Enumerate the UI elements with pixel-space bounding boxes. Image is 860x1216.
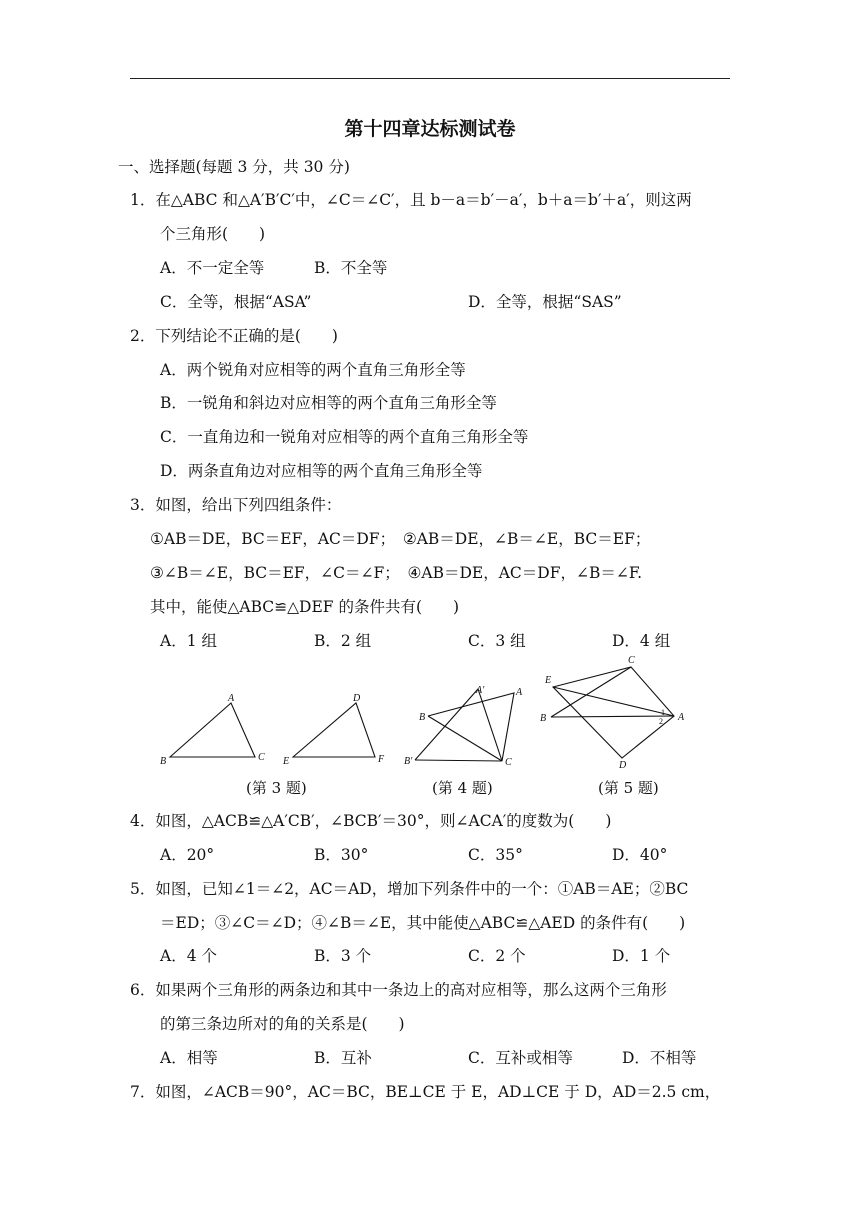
q3-stem-line4: 其中，能使△ABC≌△DEF 的条件共有( ) (150, 598, 460, 616)
caption-q5: (第 5 题) (598, 779, 659, 797)
q6-option-c: C．互补或相等 (468, 1049, 573, 1067)
q5-option-b: B．3 个 (314, 947, 372, 965)
q3-stem-line2: ①AB＝DE，BC＝EF，AC＝DF； ②AB＝DE，∠B＝∠E，BC＝EF； (150, 530, 651, 548)
q6-option-d: D．不相等 (622, 1049, 697, 1067)
label-angle-1: 1 (661, 708, 665, 717)
q1-option-d: D．全等，根据“SAS” (468, 293, 622, 311)
fig5-segment-bc (551, 667, 631, 717)
section-heading: 一、选择题(每题 3 分，共 30 分) (118, 158, 350, 176)
q3-stem-line3: ③∠B＝∠E，BC＝EF，∠C＝∠F； ④AB＝DE，AC＝DF，∠B＝∠F. (150, 564, 643, 582)
label-f: F (378, 754, 385, 765)
q2-option-a: A．两个锐角对应相等的两个直角三角形全等 (160, 361, 466, 379)
label-c: C (628, 655, 635, 666)
top-rule (130, 78, 730, 79)
triangle-def (293, 703, 375, 757)
triangle-abc (170, 703, 255, 757)
figure-q4 (400, 678, 535, 773)
q3-option-b: B．2 组 (314, 632, 372, 650)
label-e: E (545, 675, 552, 686)
q4-option-c: C．35° (468, 846, 523, 864)
page-title: 第十四章达标测试卷 (344, 118, 516, 140)
q6-option-b: B．互补 (314, 1049, 372, 1067)
label-a-prime: A′ (476, 685, 485, 696)
caption-q3: (第 3 题) (246, 779, 307, 797)
q6-stem-line1: 6．如果两个三角形的两条边和其中一条边上的高对应相等，那么这两个三角形 (130, 981, 667, 999)
q2-option-c: C．一直角边和一锐角对应相等的两个直角三角形全等 (160, 428, 529, 446)
fig5-segment-ea (553, 687, 674, 716)
fig5-segment-ba (551, 716, 674, 717)
q4-stem: 4．如图，△ACB≌△A′CB′，∠BCB′＝30°，则∠ACA′的度数为( ) (130, 812, 612, 830)
q4-option-b: B．30° (314, 846, 369, 864)
q5-option-c: C．2 个 (468, 947, 526, 965)
label-c: C (505, 757, 512, 768)
label-b: B (160, 756, 167, 767)
q1-stem-line1: 1．在△ABC 和△A′B′C′中，∠C＝∠C′，且 b－a＝b′－a′，b＋a＝b′＋a′，则这两 (130, 191, 692, 209)
label-a: A (678, 712, 685, 723)
q7-stem: 7．如图，∠ACB＝90°，AC＝BC，BE⊥CE 于 E，AD⊥CE 于 D，AD＝2.5 cm， (130, 1083, 721, 1101)
q6-stem-line2: 的第三条边所对的角的关系是( ) (160, 1015, 405, 1033)
figure-q3 (150, 690, 390, 770)
figure-q5 (535, 652, 695, 772)
q4-option-a: A．20° (160, 846, 215, 864)
q1-option-b: B．不全等 (314, 259, 388, 277)
label-d: D (619, 760, 627, 771)
q3-option-a: A．1 组 (160, 632, 217, 650)
label-b: B (419, 712, 426, 723)
q5-option-a: A．4 个 (160, 947, 217, 965)
fig4-segment-b1c (415, 760, 502, 761)
label-d: D (353, 693, 361, 704)
q6-option-a: A．相等 (160, 1049, 218, 1067)
label-angle-2: 2 (659, 717, 663, 726)
fig5-quadrilateral (553, 667, 674, 758)
caption-q4: (第 4 题) (432, 779, 493, 797)
q2-stem: 2．下列结论不正确的是( ) (130, 327, 338, 345)
q2-option-b: B．一锐角和斜边对应相等的两个直角三角形全等 (160, 394, 497, 412)
q4-option-d: D．40° (612, 846, 668, 864)
q3-option-d: D．4 组 (612, 632, 671, 650)
q1-option-a: A．不一定全等 (160, 259, 265, 277)
label-a: A (516, 687, 523, 698)
q1-stem-line2: 个三角形( ) (160, 225, 266, 243)
label-b: B (540, 713, 547, 724)
q2-option-d: D．两条直角边对应相等的两个直角三角形全等 (160, 462, 483, 480)
q3-option-c: C．3 组 (468, 632, 526, 650)
q5-option-d: D．1 个 (612, 947, 671, 965)
q3-stem-line1: 3．如图，给出下列四组条件： (130, 496, 342, 514)
label-e: E (283, 756, 290, 767)
q1-option-c: C．全等，根据“ASA” (160, 293, 312, 311)
q5-stem-line1: 5．如图，已知∠1＝∠2，AC＝AD，增加下列条件中的一个：①AB＝AE；②BC (130, 880, 689, 898)
fig4-segment-bc (428, 716, 502, 761)
q5-stem-line2: ＝ED；③∠C＝∠D；④∠B＝∠E，其中能使△ABC≌△AED 的条件有( ) (160, 914, 686, 932)
fig4-triangle-acb (428, 693, 514, 761)
label-a: A (228, 693, 235, 704)
label-c: C (258, 752, 265, 763)
label-b-prime: B′ (404, 756, 413, 767)
